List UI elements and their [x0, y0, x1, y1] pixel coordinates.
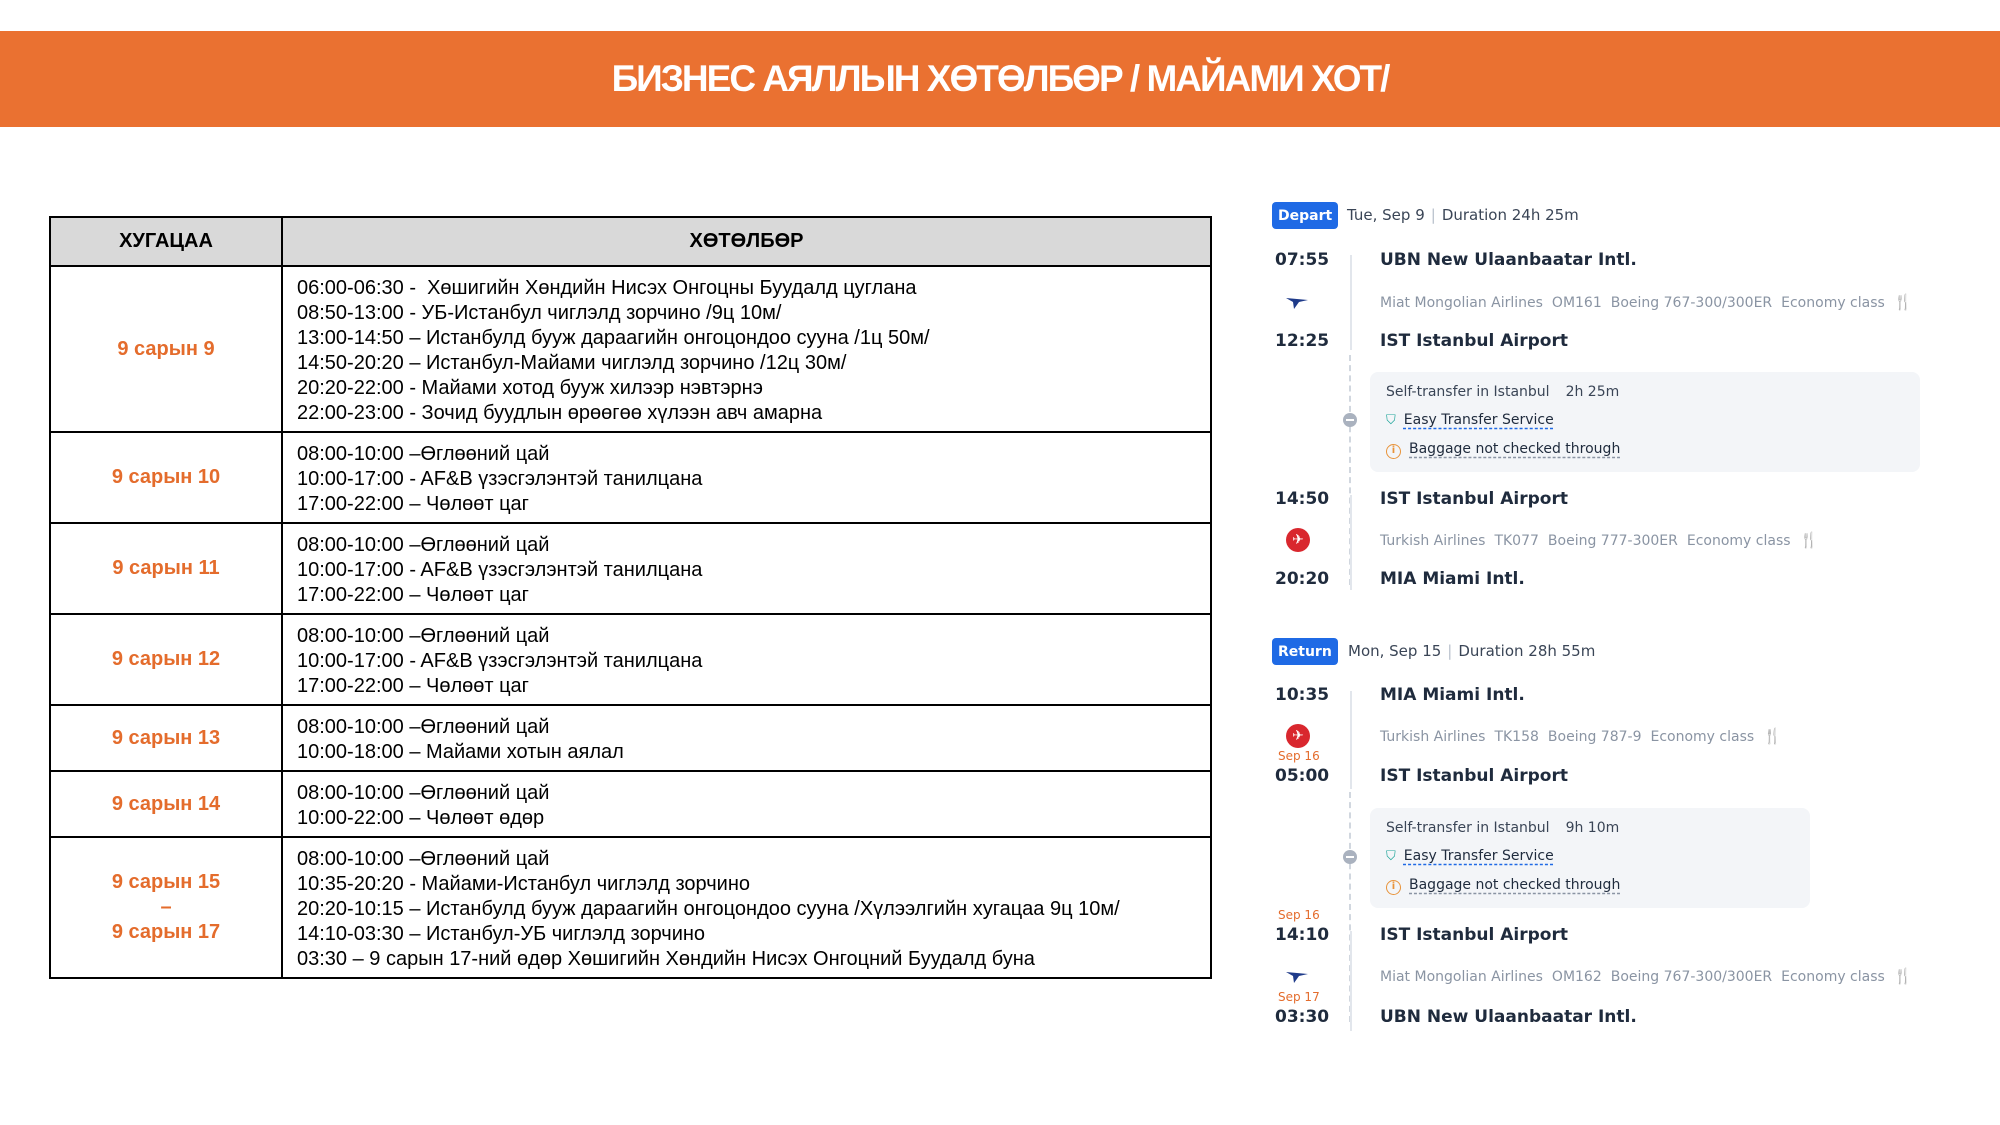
baggage-link[interactable]: Baggage not checked through — [1409, 441, 1621, 457]
program-item: 17:00-22:00 – Чөлөөт цаг — [297, 493, 529, 515]
program-item: 13:00-14:50 – Истанбулд бууж дараагийн онгоцондоо сууна /1ц 50м/ — [297, 327, 930, 349]
date-cell — [50, 266, 282, 432]
return-seg1-arr-time: 05:00 — [1275, 766, 1330, 786]
return-badge: Return — [1272, 638, 1338, 665]
return-seg1-dep-time: 10:35 — [1275, 685, 1330, 705]
return-seg2-dep-date: Sep 16 — [1278, 908, 1320, 922]
flight-number: OM162 — [1551, 969, 1602, 985]
timeline-line — [1350, 931, 1352, 1031]
divider: | — [1430, 206, 1436, 224]
date-cell — [50, 705, 282, 771]
depart-date: Tue, Sep 9 — [1347, 206, 1425, 224]
depart-seg1-carrier — [1380, 293, 1922, 311]
program-cell — [282, 771, 1211, 837]
page-title: БИЗНЕС АЯЛЛЫН ХӨТӨЛБӨР / МАЙАМИ ХОТ/ — [611, 58, 1389, 99]
return-seg2-carrier — [1380, 967, 1922, 985]
miat-plane-icon — [1285, 295, 1309, 311]
program-item: 14:10-03:30 – Истанбул-УБ чиглэлд зорчино — [297, 923, 706, 945]
program-item: 20:20-22:00 - Майами хотод бууж хилээр нэвтэрнэ — [297, 377, 763, 399]
program-item: 17:00-22:00 – Чөлөөт цаг — [297, 675, 529, 697]
program-item: 10:00-17:00 - AF&B үзэсгэлэнтэй танилцана — [297, 559, 703, 581]
depart-seg1-dep-airport: UBN New Ulaanbaatar Intl. — [1380, 250, 1637, 270]
transfer-text: Self-transfer in Istanbul — [1386, 820, 1550, 836]
program-item: 10:00-17:00 - AF&B үзэсгэлэнтэй танилцана — [297, 650, 703, 672]
program-item: 10:35-20:20 - Майами-Истанбул чиглэлд зорчино — [297, 873, 750, 895]
shield-icon: ⛉ — [1386, 849, 1396, 864]
cabin-class: Economy class — [1781, 969, 1885, 985]
turkish-airlines-logo-icon: ✈ — [1286, 528, 1310, 552]
return-seg2-arr-airport: UBN New Ulaanbaatar Intl. — [1380, 1007, 1637, 1027]
airline: Turkish Airlines — [1380, 729, 1486, 745]
depart-seg2-arr-time: 20:20 — [1275, 569, 1330, 589]
return-seg2-arr-date: Sep 17 — [1278, 990, 1320, 1004]
return-seg1-dep-airport: MIA Miami Intl. — [1380, 685, 1525, 705]
program-item: 08:00-10:00 –Өглөөний цай — [297, 782, 550, 804]
return-seg2-arr-time: 03:30 — [1275, 1007, 1330, 1027]
program-item: 08:50-13:00 - УБ-Истанбул чиглэлд зорчино /9ц 10м/ — [297, 302, 782, 324]
depart-seg1-dep-time: 07:55 — [1275, 250, 1330, 270]
program-item: 03:30 – 9 сарын 17-ний өдөр Хөшигийн Хөндийн Нисэх Онгоцний Буудалд буна — [297, 948, 1035, 970]
program-cell — [282, 614, 1211, 705]
schedule-table — [49, 216, 1212, 979]
flight-number: TK158 — [1494, 729, 1539, 745]
depart-duration: Duration 24h 25m — [1441, 206, 1579, 224]
meal-icon: 🍴 — [1893, 967, 1913, 985]
depart-seg2-arr-airport: MIA Miami Intl. — [1380, 569, 1525, 589]
date-cell — [50, 432, 282, 523]
title-banner — [0, 31, 2000, 127]
transfer-label — [1386, 384, 1619, 400]
airline: Miat Mongolian Airlines — [1380, 295, 1543, 311]
return-seg2-dep-time: 14:10 — [1275, 925, 1330, 945]
program-item: 08:00-10:00 –Өглөөний цай — [297, 625, 550, 647]
table-header-row — [50, 217, 1211, 266]
flight-number: OM161 — [1551, 295, 1602, 311]
transfer-service[interactable] — [1386, 412, 1554, 428]
transfer-baggage[interactable] — [1386, 441, 1620, 459]
transfer-wait: 9h 10m — [1565, 820, 1620, 836]
transfer-service[interactable] — [1386, 848, 1554, 864]
table-row — [50, 266, 1211, 432]
program-item: 22:00-23:00 - Зочид буудлын өрөөгөө хүлээн авч амарна — [297, 402, 823, 424]
date-text: 9 сарын 12 — [111, 648, 221, 670]
collapse-icon[interactable] — [1343, 413, 1357, 427]
program-item: 10:00-18:00 – Майами хотын аялал — [297, 741, 624, 763]
program-item: 08:00-10:00 –Өглөөний цай — [297, 848, 550, 870]
depart-seg2-dep-airport: IST Istanbul Airport — [1380, 489, 1568, 509]
date-text: 9 сарын 13 — [111, 726, 221, 749]
return-seg1-arr-date: Sep 16 — [1278, 749, 1320, 763]
table-row — [50, 837, 1211, 978]
table-row — [50, 432, 1211, 523]
date-cell — [50, 837, 282, 978]
transfer-text: Self-transfer in Istanbul — [1386, 384, 1550, 400]
column-header-program: ХӨТӨЛБӨР — [282, 217, 1211, 266]
date-text: 9 сарын 17 — [111, 921, 221, 943]
meal-icon: 🍴 — [1893, 293, 1913, 311]
transfer-baggage[interactable] — [1386, 877, 1620, 895]
return-duration: Duration 28h 55m — [1458, 642, 1596, 660]
table-row — [50, 771, 1211, 837]
return-seg1-arr-airport: IST Istanbul Airport — [1380, 766, 1568, 786]
program-item: 10:00-22:00 – Чөлөөт өдөр — [297, 807, 545, 829]
program-item: 20:20-10:15 – Истанбулд бууж дараагийн онгоцондоо сууна /Хүлээлгийн хугацаа 9ц 10м/ — [297, 898, 1120, 920]
return-date: Mon, Sep 15 — [1348, 642, 1442, 660]
depart-seg2-carrier — [1380, 531, 1827, 549]
timeline-line — [1350, 255, 1352, 350]
aircraft: Boeing 787-9 — [1547, 729, 1642, 745]
depart-badge: Depart — [1272, 202, 1338, 229]
cabin-class: Economy class — [1650, 729, 1755, 745]
date-text: – — [160, 896, 172, 918]
transfer-wait: 2h 25m — [1565, 384, 1620, 400]
return-seg2-dep-airport: IST Istanbul Airport — [1380, 925, 1568, 945]
timeline-line — [1350, 691, 1352, 789]
return-summary — [1348, 642, 1595, 660]
divider: | — [1447, 642, 1453, 660]
program-cell — [282, 837, 1211, 978]
column-header-duration: ХУГАЦАА — [50, 217, 282, 266]
program-cell — [282, 432, 1211, 523]
table-row — [50, 523, 1211, 614]
program-item: 10:00-17:00 - AF&B үзэсгэлэнтэй танилцана — [297, 468, 703, 490]
service-link[interactable]: Easy Transfer Service — [1403, 848, 1554, 864]
cabin-class: Economy class — [1781, 295, 1885, 311]
return-seg1-carrier — [1380, 727, 1791, 745]
table-row — [50, 614, 1211, 705]
collapse-icon[interactable] — [1343, 850, 1357, 864]
program-cell — [282, 523, 1211, 614]
baggage-link[interactable]: Baggage not checked through — [1409, 877, 1621, 893]
timeline-line — [1350, 495, 1352, 590]
return-transfer-box — [1370, 808, 1810, 908]
flight-itinerary-panel — [1250, 195, 1950, 1055]
date-cell — [50, 614, 282, 705]
program-item: 08:00-10:00 –Өглөөний цай — [297, 716, 550, 738]
program-cell — [282, 266, 1211, 432]
program-item: 14:50-20:20 – Истанбул-Майами чиглэлд зорчино /12ц 30м/ — [297, 352, 847, 374]
date-cell — [50, 771, 282, 837]
depart-seg2-dep-time: 14:50 — [1275, 489, 1330, 509]
info-icon: i — [1386, 444, 1401, 459]
transfer-label — [1386, 820, 1619, 836]
date-text: 9 сарын 9 — [117, 337, 215, 360]
miat-plane-icon — [1285, 969, 1309, 985]
turkish-airlines-logo-icon: ✈ — [1286, 724, 1310, 748]
program-item: 08:00-10:00 –Өглөөний цай — [297, 443, 550, 465]
shield-icon: ⛉ — [1386, 413, 1396, 428]
depart-summary — [1347, 206, 1579, 224]
depart-seg1-arr-time: 12:25 — [1275, 331, 1330, 351]
airline: Turkish Airlines — [1380, 533, 1486, 549]
program-item: 17:00-22:00 – Чөлөөт цаг — [297, 584, 529, 606]
info-icon: i — [1386, 880, 1401, 895]
date-text: 9 сарын 11 — [112, 557, 220, 579]
date-text: 9 сарын 10 — [111, 466, 221, 488]
meal-icon: 🍴 — [1763, 727, 1782, 745]
aircraft: Boeing 767-300/300ER — [1610, 969, 1773, 985]
program-cell — [282, 705, 1211, 771]
aircraft: Boeing 777-300ER — [1547, 533, 1678, 549]
service-link[interactable]: Easy Transfer Service — [1403, 412, 1554, 428]
meal-icon: 🍴 — [1799, 531, 1819, 549]
date-text: 9 сарын 15 — [111, 871, 221, 893]
depart-seg1-arr-airport: IST Istanbul Airport — [1380, 331, 1568, 351]
table-row — [50, 705, 1211, 771]
airline: Miat Mongolian Airlines — [1380, 969, 1543, 985]
depart-transfer-box — [1370, 372, 1920, 472]
aircraft: Boeing 767-300/300ER — [1610, 295, 1773, 311]
cabin-class: Economy class — [1686, 533, 1791, 549]
flight-number: TK077 — [1494, 533, 1539, 549]
date-text: 9 сарын 14 — [111, 792, 221, 815]
date-cell — [50, 523, 282, 614]
program-item: 08:00-10:00 –Өглөөний цай — [297, 534, 550, 556]
program-item: 06:00-06:30 - Хөшигийн Хөндийн Нисэх Онгоцны Буудалд цуглана — [297, 277, 917, 299]
